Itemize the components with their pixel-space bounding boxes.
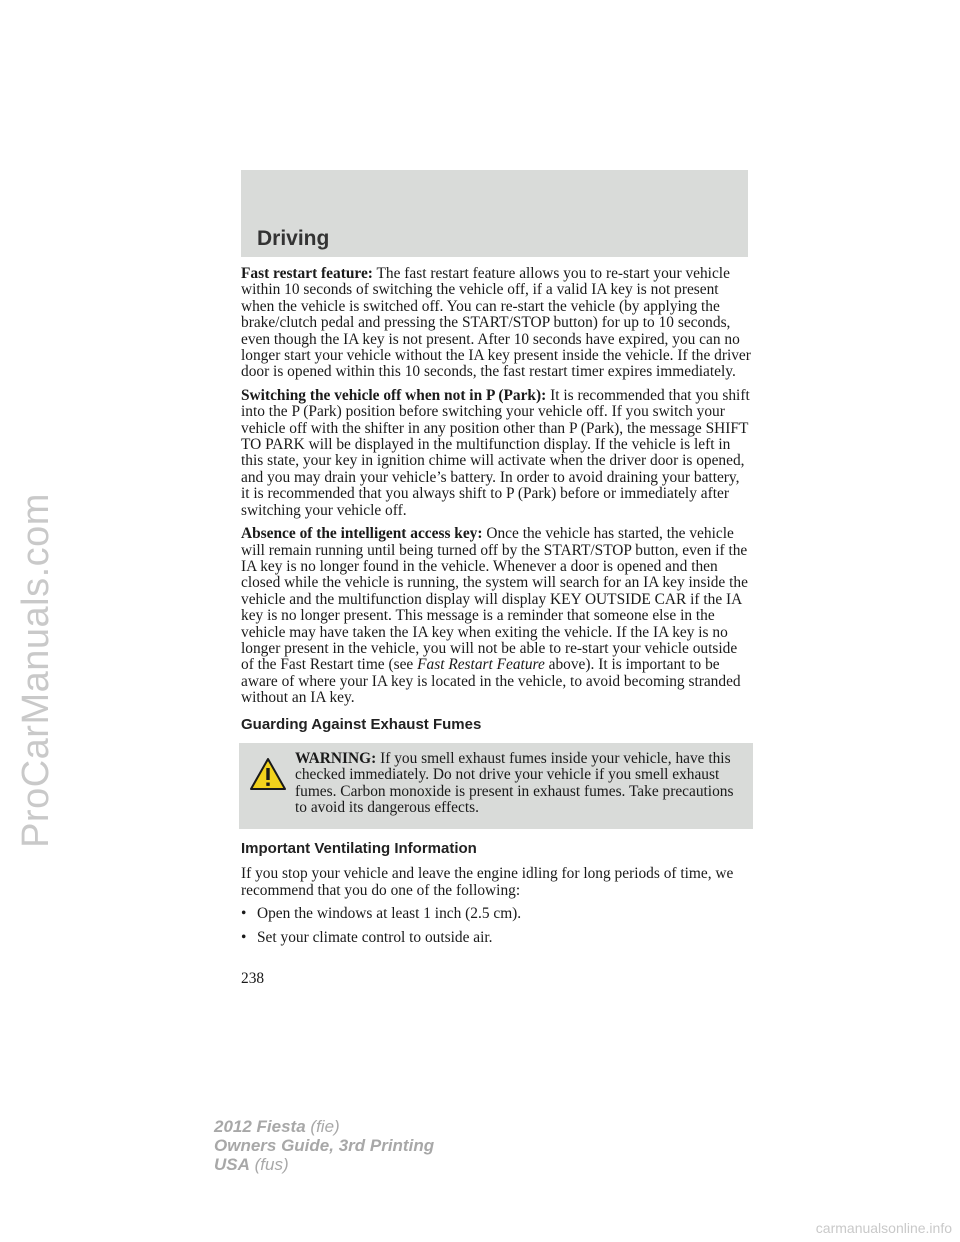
document-footer — [214, 1117, 434, 1174]
footer-model-code: (fie) — [310, 1117, 340, 1136]
switching-off-paragraph — [241, 388, 751, 519]
absence-label: Absence of the intelligent access key: — [241, 525, 483, 543]
bullet-icon: • — [241, 928, 247, 946]
footer-model: 2012 Fiesta — [214, 1117, 306, 1136]
exhaust-heading: Guarding Against Exhaust Fumes — [241, 715, 482, 733]
switching-off-label: Switching the vehicle off when not in P (Park): — [241, 386, 547, 404]
warning-box — [239, 743, 753, 829]
bottom-watermark: carmanualsonline.info — [815, 1220, 952, 1236]
footer-guide: Owners Guide, 3rd Printing — [214, 1136, 435, 1155]
list-item — [241, 906, 751, 922]
footer-line-2 — [214, 1136, 434, 1155]
side-watermark — [6, 390, 66, 950]
warning-triangle-icon — [249, 757, 287, 791]
bullet-icon: • — [241, 905, 247, 923]
absence-text-2: above). It is important to be aware of where your IA key is located in the vehicle, to avoid becoming stranded without an IA key. — [241, 656, 741, 707]
warning-label: WARNING: — [295, 749, 377, 767]
footer-region-code: (fus) — [254, 1155, 289, 1174]
ventilating-heading: Important Ventilating Information — [241, 839, 477, 857]
ventilating-intro: If you stop your vehicle and leave the engine idling for long periods of time, we recommend that you do one of the following: — [241, 865, 734, 899]
list-item-text: Open the windows at least 1 inch (2.5 cm). — [257, 905, 522, 923]
list-item — [241, 930, 751, 946]
warning-text: If you smell exhaust fumes inside your vehicle, have this checked immediately. Do not drive your vehicle if you smell exhaust fumes. Carbon monoxide is present in exhaust fumes. Take precautions to avoid its dangerous effects. — [295, 749, 734, 817]
absence-paragraph — [241, 526, 751, 706]
page-content — [241, 266, 751, 953]
absence-text-1: Once the vehicle has started, the vehicle will remain running until being turned off by the START/STOP button, even if the IA key is no longer found in the vehicle. Whenever a door is opened and then closed while the vehicle is running, the system will search for an IA key inside the vehicle and the multifunction display will display KEY OUTSIDE CAR if the IA key is no longer present. This message is a reminder that someone else in the vehicle may have taken the IA key when exiting the vehicle. If the IA key is no longer present in the vehicle, you will not be able to re-start your vehicle outside of the Fast Restart time (see — [241, 525, 748, 674]
footer-region: USA — [214, 1155, 250, 1174]
section-header — [241, 170, 748, 257]
side-watermark-text: ProCarManuals.com — [14, 492, 57, 848]
switching-off-text: It is recommended that you shift into the P (Park) position before switching your vehicle off. If you switch your vehicle off with the shifter in any position other than P (Park), the message SHIFT TO PARK will be displayed in the multifunction display. If the vehicle is left in this state, your key in ignition chime will activate when the driver door is opened, and you may drain your vehicle’s battery. In order to avoid draining your battery, it is recommended that you always shift to P (Park) before or immediately after switching your vehicle off. — [241, 386, 750, 519]
fast-restart-paragraph — [241, 266, 751, 381]
fast-restart-text: The fast restart feature allows you to re-start your vehicle within 10 seconds of switching the vehicle off, if a valid IA key is not present when the vehicle is switched off. You can re-start the vehicle (by applying the brake/clutch pedal and pressing the START/STOP button) for up to 10 seconds, even though the IA key is not present. After 10 seconds have expired, you can no longer start your vehicle without the IA key present inside the vehicle. If the driver door is opened within this 10 seconds, the fast restart timer expires immediately. — [241, 265, 751, 381]
page-number: 238 — [241, 970, 265, 987]
footer-line-1 — [214, 1117, 434, 1136]
fast-restart-reference: Fast Restart Feature — [417, 656, 545, 674]
list-item-text: Set your climate control to outside air. — [257, 928, 493, 946]
footer-line-3 — [214, 1155, 434, 1174]
fast-restart-label: Fast restart feature: — [241, 265, 373, 282]
section-title: Driving — [257, 227, 330, 250]
warning-text-block — [247, 751, 745, 817]
